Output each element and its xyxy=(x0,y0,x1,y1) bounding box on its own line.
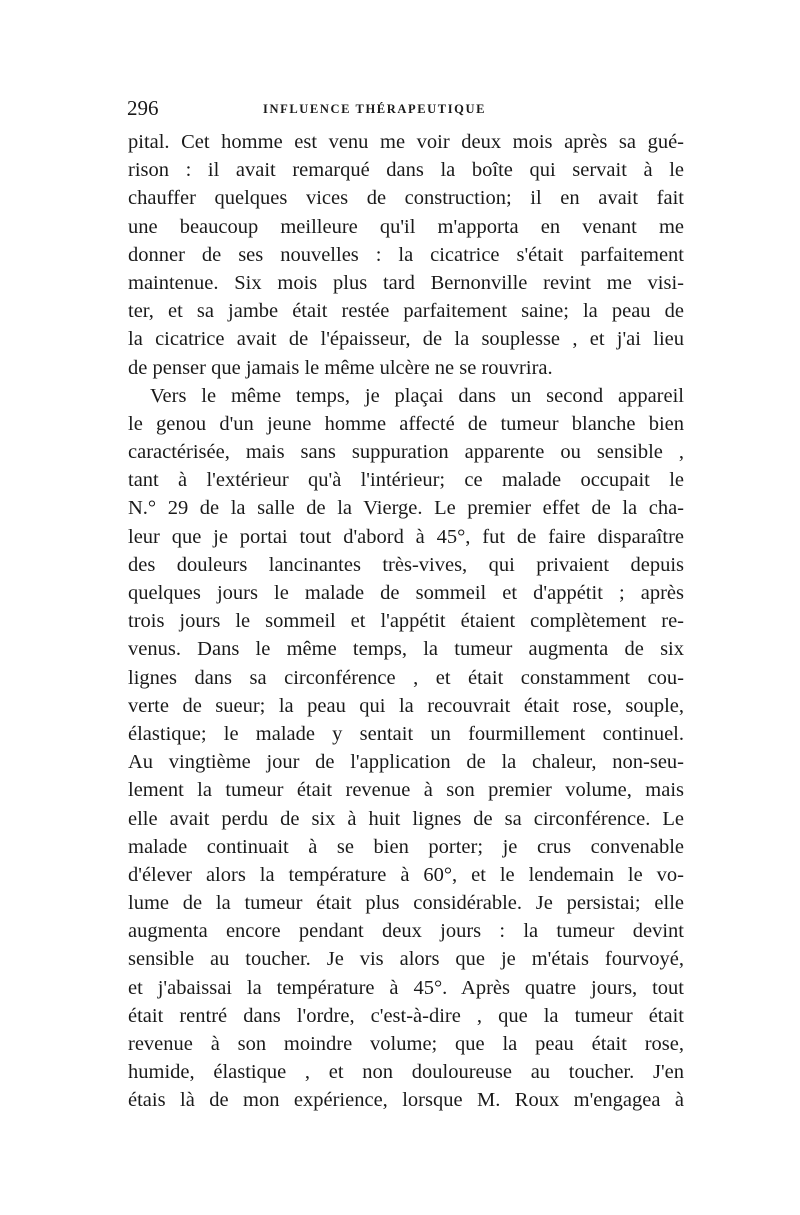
text-line: malade continuait à se bien porter; je crus convenable xyxy=(128,835,684,858)
text-line: et j'abaissai la température à 45°. Après quatre jours, tout xyxy=(128,976,684,999)
text-line: était rentré dans l'ordre, c'est-à-dire , que la tumeur était xyxy=(128,1004,684,1027)
text-line: leur que je portai tout d'abord à 45°, fut de faire disparaître xyxy=(128,525,684,548)
text-line: lignes dans sa circonférence , et était constamment cou- xyxy=(128,666,684,689)
text-line: verte de sueur; la peau qui la recouvrait était rose, souple, xyxy=(128,694,684,717)
text-line: augmenta encore pendant deux jours : la tumeur devint xyxy=(128,920,684,943)
text-line: N.° 29 de la salle de la Vierge. Le premier effet de la cha- xyxy=(128,497,684,520)
text-line: caractérisée, mais sans suppuration apparente ou sensible , xyxy=(128,441,684,464)
text-line: trois jours le sommeil et l'appétit étaient complètement re- xyxy=(128,610,684,633)
text-line: revenue à son moindre volume; que la peau était rose, xyxy=(128,1033,684,1055)
text-line: sensible au toucher. Je vis alors que je m'étais fourvoyé, xyxy=(128,948,684,971)
text-line: venus. Dans le même temps, la tumeur augmenta de six xyxy=(128,638,684,661)
text-line: des douleurs lancinantes très-vives, qui privaient depuis xyxy=(128,553,684,576)
text-line: ter, et sa jambe était restée parfaitement saine; la peau de xyxy=(128,300,684,323)
text-line: quelques jours le malade de sommeil et d'appétit ; après xyxy=(128,582,684,604)
text-line: pital. Cet homme est venu me voir deux mois après sa gué- xyxy=(128,131,684,153)
text-line: chauffer quelques vices de construction; il en avait fait xyxy=(128,187,684,210)
text-line: la cicatrice avait de l'épaisseur, de la souplesse , et j'ai lieu xyxy=(128,328,684,351)
body-text xyxy=(128,128,684,1115)
text-line: une beaucoup meilleure qu'il m'apporta en venant me xyxy=(128,215,684,238)
text-line: Au vingtième jour de l'application de la chaleur, non-seu- xyxy=(128,751,684,774)
text-line: lume de la tumeur était plus considérable. Je persistai; elle xyxy=(128,892,684,915)
text-line: élastique; le malade y sentait un fourmillement continuel. xyxy=(128,722,684,745)
text-line: donner de ses nouvelles : la cicatrice s'était parfaitement xyxy=(128,243,684,266)
text-line: tant à l'extérieur qu'à l'intérieur; ce malade occupait le xyxy=(128,469,684,492)
text-line: le genou d'un jeune homme affecté de tumeur blanche bien xyxy=(128,412,684,435)
text-line: d'élever alors la température à 60°, et le lendemain le vo- xyxy=(128,863,684,886)
running-title: INFLUENCE THÉRAPEUTIQUE xyxy=(263,102,487,116)
text-line: elle avait perdu de six à huit lignes de sa circonférence. Le xyxy=(128,807,684,830)
text-line: rison : il avait remarqué dans la boîte qui servait à le xyxy=(128,159,684,182)
text-line: maintenue. Six mois plus tard Bernonville revint me visi- xyxy=(128,271,684,294)
text-line: humide, élastique , et non douloureuse au toucher. J'en xyxy=(128,1061,684,1084)
text-line: lement la tumeur était revenue à son premier volume, mais xyxy=(128,779,684,802)
text-line: de penser que jamais le même ulcère ne se rouvrira. xyxy=(128,356,553,379)
text-line: Vers le même temps, je plaçai dans un second appareil xyxy=(150,384,684,407)
text-line: étais là de mon expérience, lorsque M. Roux m'engagea à xyxy=(128,1089,684,1112)
running-head xyxy=(127,96,687,124)
page-number: 296 xyxy=(127,96,159,120)
